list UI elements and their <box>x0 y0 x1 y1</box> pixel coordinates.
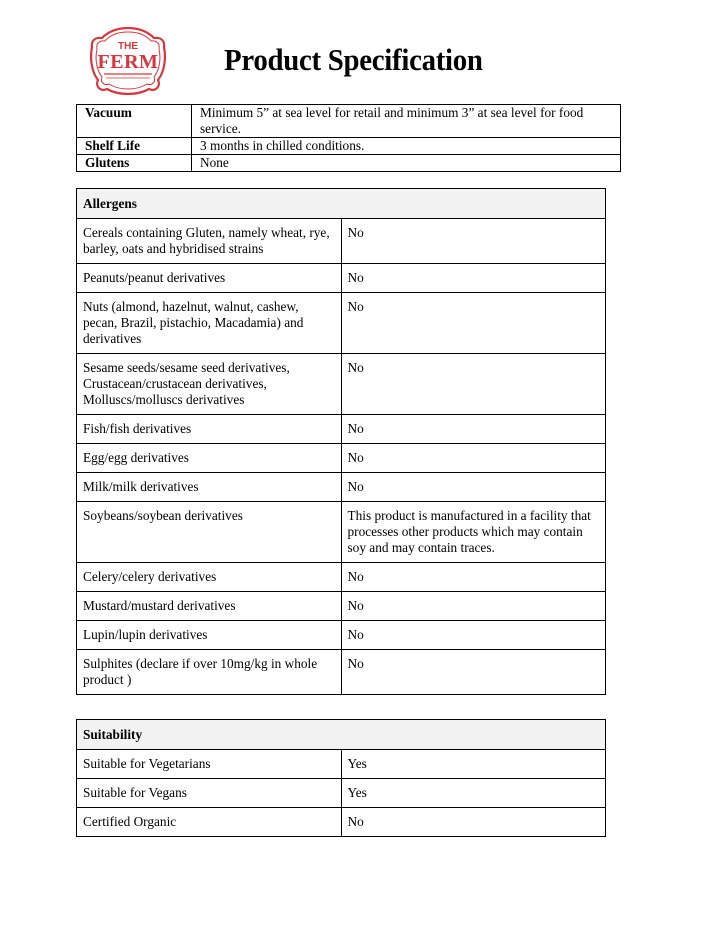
table-row <box>77 650 606 695</box>
spec-row <box>77 138 621 155</box>
spec-value: None <box>192 155 621 172</box>
spec-row <box>77 105 621 138</box>
allergen-item: Egg/egg derivatives <box>77 444 342 473</box>
logo-top-text: THE <box>118 41 138 52</box>
suitability-value: Yes <box>341 779 606 808</box>
allergen-item: Mustard/mustard derivatives <box>77 592 342 621</box>
spec-row <box>77 155 621 172</box>
spec-key: Vacuum <box>77 105 192 138</box>
suitability-item: Suitable for Vegetarians <box>77 750 342 779</box>
allergen-value: No <box>341 415 606 444</box>
allergen-value: No <box>341 621 606 650</box>
allergen-value: No <box>341 293 606 354</box>
spec-value: 3 months in chilled conditions. <box>192 138 621 155</box>
allergen-item: Cereals containing Gluten, namely wheat, rye, barley, oats and hybridised strains <box>77 219 342 264</box>
allergens-header-row <box>77 189 606 219</box>
allergen-item: Sulphites (declare if over 10mg/kg in whole product ) <box>77 650 342 695</box>
suitability-item: Suitable for Vegans <box>77 779 342 808</box>
spec-key: Shelf Life <box>77 138 192 155</box>
allergen-value: No <box>341 354 606 415</box>
allergen-value: No <box>341 264 606 293</box>
table-row <box>77 444 606 473</box>
table-row <box>77 264 606 293</box>
allergen-item: Soybeans/soybean derivatives <box>77 502 342 563</box>
table-row <box>77 354 606 415</box>
table-row <box>77 808 606 837</box>
allergen-value: No <box>341 563 606 592</box>
allergen-item: Fish/fish derivatives <box>77 415 342 444</box>
table-row <box>77 293 606 354</box>
the-ferm-logo <box>90 27 166 95</box>
spec-value: Minimum 5” at sea level for retail and minimum 3” at sea level for food service. <box>192 105 621 138</box>
suitability-item: Certified Organic <box>77 808 342 837</box>
allergen-item: Lupin/lupin derivatives <box>77 621 342 650</box>
suitability-value: No <box>341 808 606 837</box>
allergen-item: Milk/milk derivatives <box>77 473 342 502</box>
allergen-value: No <box>341 650 606 695</box>
table-row <box>77 592 606 621</box>
spec-key: Glutens <box>77 155 192 172</box>
table-row <box>77 219 606 264</box>
allergens-header: Allergens <box>77 189 606 219</box>
table-row <box>77 502 606 563</box>
page-title: Product Specification <box>224 42 483 77</box>
table-row <box>77 473 606 502</box>
allergens-table <box>76 188 606 695</box>
suitability-value: Yes <box>341 750 606 779</box>
table-row <box>77 621 606 650</box>
allergen-item: Sesame seeds/sesame seed derivatives, Crustacean/crustacean derivatives, Molluscs/molluscs derivatives <box>77 354 342 415</box>
table-row <box>77 750 606 779</box>
allergen-item: Celery/celery derivatives <box>77 563 342 592</box>
allergen-item: Nuts (almond, hazelnut, walnut, cashew, pecan, Brazil, pistachio, Macadamia) and derivatives <box>77 293 342 354</box>
table-row <box>77 415 606 444</box>
allergen-value: No <box>341 473 606 502</box>
table-row <box>77 563 606 592</box>
suitability-header: Suitability <box>77 720 606 750</box>
suitability-header-row <box>77 720 606 750</box>
allergen-value: This product is manufactured in a facility that processes other products which may contain soy and may contain traces. <box>341 502 606 563</box>
allergen-value: No <box>341 219 606 264</box>
allergen-value: No <box>341 444 606 473</box>
suitability-table <box>76 719 606 837</box>
allergen-value: No <box>341 592 606 621</box>
allergen-item: Peanuts/peanut derivatives <box>77 264 342 293</box>
spec-table <box>76 104 621 172</box>
logo-main-text: FERM <box>97 51 159 73</box>
table-row <box>77 779 606 808</box>
